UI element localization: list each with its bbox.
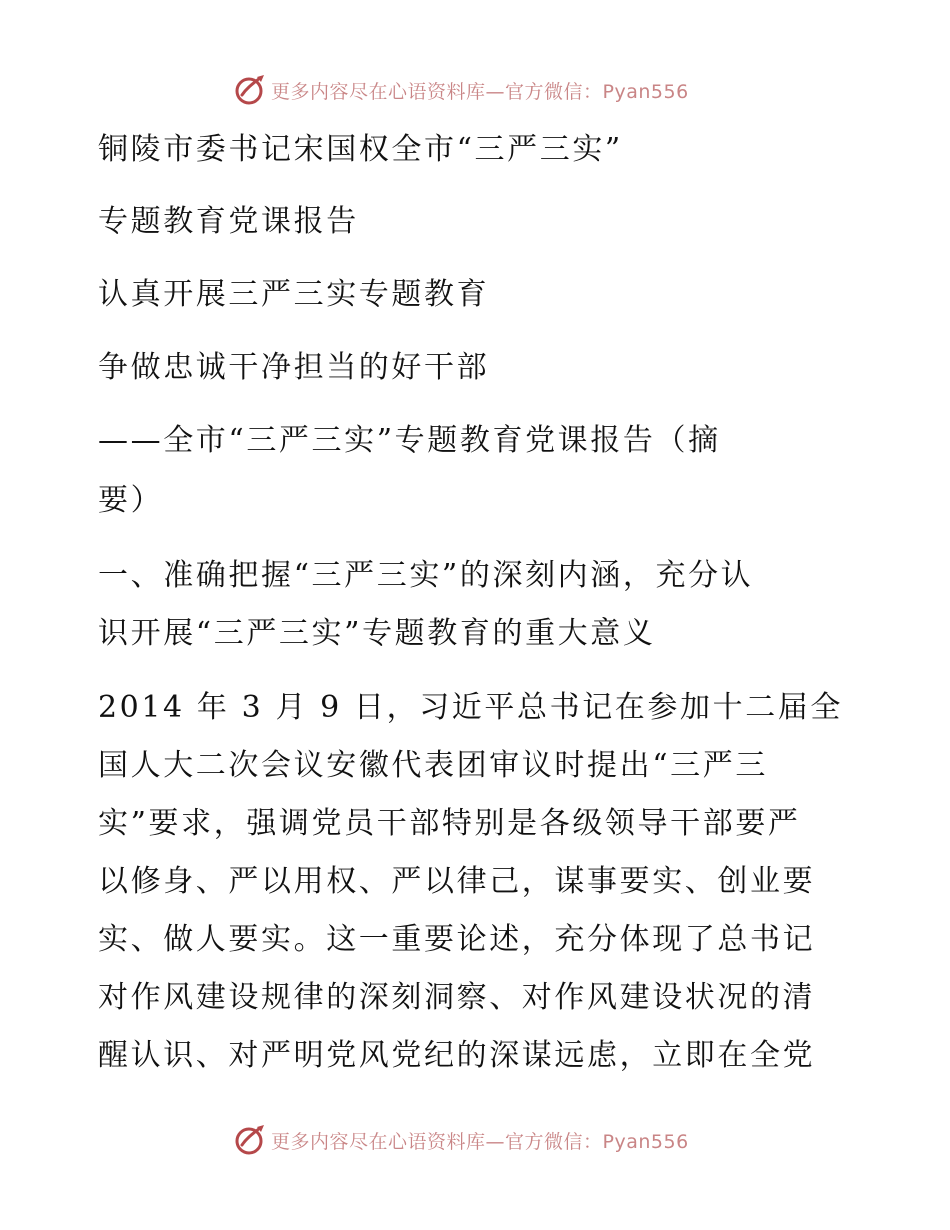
pen-logo-icon bbox=[233, 73, 267, 107]
title-line: 专题教育党课报告 bbox=[98, 204, 359, 239]
pen-logo-icon bbox=[233, 1123, 267, 1157]
body-line: 实、做人要实。这一重要论述，充分体现了总书记 bbox=[98, 922, 816, 957]
banner-text: 更多内容尽在心语资料库—官方微信：Pyan556 bbox=[271, 80, 689, 103]
header-banner bbox=[233, 70, 689, 110]
body-line: 2014 年 3 月 9 日，习近平总书记在参加十二届全 bbox=[98, 690, 844, 725]
section-heading-line: 识开展“三严三实”专题教育的重大意义 bbox=[98, 616, 656, 651]
banner-text: 更多内容尽在心语资料库—官方微信：Pyan556 bbox=[271, 1130, 689, 1153]
title-line: 争做忠诚干净担当的好干部 bbox=[98, 350, 490, 385]
body-line: 国人大二次会议安徽代表团审议时提出“三严三 bbox=[98, 748, 768, 783]
body-line: 以修身、严以用权、严以律己，谋事要实、创业要 bbox=[98, 864, 816, 899]
footer-banner bbox=[233, 1120, 689, 1160]
body-line: 实”要求，强调党员干部特别是各级领导干部要严 bbox=[98, 806, 801, 841]
title-line: 铜陵市委书记宋国权全市“三严三实” bbox=[98, 132, 623, 167]
subtitle-line: 要） bbox=[98, 483, 164, 518]
body-line: 醒认识、对严明党风党纪的深谋远虑，立即在全党 bbox=[98, 1038, 816, 1073]
subtitle-line: ——全市“三严三实”专题教育党课报告（摘 bbox=[98, 423, 721, 458]
title-line: 认真开展三严三实专题教育 bbox=[98, 277, 490, 312]
body-line: 对作风建设规律的深刻洞察、对作风建设状况的清 bbox=[98, 980, 816, 1015]
section-heading-line: 一、准确把握“三严三实”的深刻内涵，充分认 bbox=[98, 558, 754, 593]
